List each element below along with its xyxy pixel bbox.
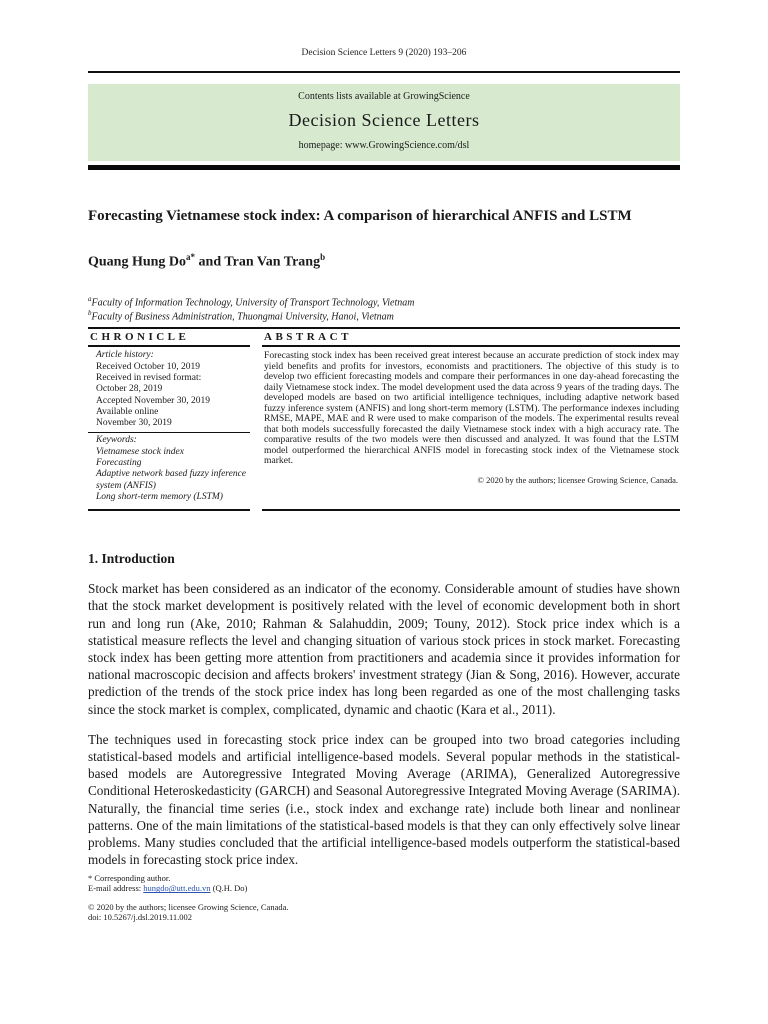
- keywords-block: [88, 432, 250, 503]
- introduction-paragraph-1: Stock market has been considered as an indicator of the economy. Considerable amount of studies have shown that the stock market development is positively related with the level of economic development both in short run and long run (Ake, 2010; Rahman & Salahuddin, 2009; Touny, 2012). Stock price index which is a statistical measure reflects the level and changing situation of various stock prices in stock market. Forecasting stock index has been getting more attention from practitioners and academia since it provides information for national macroscopic decision and affects brokers' investment strategy (Jian & Song, 2016). However, accurate prediction of the trends of the stock price index has long been regarded as one of the most challenging tasks since the stock market is complex, complicated, dynamic and chaotic (Kara et al., 2011).: [88, 581, 680, 717]
- history-line: Accepted November 30, 2019: [96, 395, 210, 406]
- email-link[interactable]: hungdo@utt.edu.vn: [143, 883, 211, 894]
- affiliations: [88, 294, 680, 324]
- footnotes: [88, 873, 680, 893]
- chronicle-column: [88, 329, 250, 511]
- chronicle-heading: CHRONICLE: [88, 329, 250, 347]
- article-history: [88, 347, 250, 429]
- masthead-bottom-bar: [88, 165, 680, 170]
- author-1: Quang Hung Do: [88, 254, 187, 270]
- article-history-label: Article history:: [96, 350, 154, 361]
- keyword: Long short-term memory (LSTM): [96, 491, 223, 502]
- email-line: [88, 883, 680, 893]
- footer-doi: doi: 10.5267/j.dsl.2019.11.002: [88, 912, 193, 923]
- footer-copyright: © 2020 by the authors; licensee Growing Science, Canada.: [88, 902, 289, 913]
- affiliation-a-mark: a: [88, 294, 92, 303]
- journal-reference: Decision Science Letters 9 (2020) 193–206: [301, 48, 467, 58]
- chronicle-abstract-box: [88, 327, 680, 511]
- email-suffix: (Q.H. Do): [210, 883, 248, 894]
- footer-copyright-block: [88, 902, 680, 922]
- authors-connector: and: [195, 254, 225, 270]
- keyword: Vietnamese stock index: [96, 446, 184, 457]
- history-line: Received October 10, 2019: [96, 361, 200, 372]
- affiliation-b: [88, 308, 680, 323]
- journal-name: Decision Science Letters: [288, 110, 480, 130]
- abstract-text: Forecasting stock index has been received great interest because an accurate prediction of stock index may yield benefits and profits for investors, economists and practitioners. The objective of this study is to develop two efficient forecasting models and compare their performances in one day-ahead forecasting the daily Vietnamese stock index. The model development used the data across 9 years of the trading days. The developed models are based on two artificial intelligence techniques, including adaptive network based fuzzy inference system (ANFIS) and long short-term memory (LSTM). The performance indexes including RMSE, MAPE, MAE and R were used to make comparison of the models. The experimental results reveal that both models successfully forecasted the daily Vietnamese stock index with a high accuracy rate. The comparative results of the two models were then discussed and analyzed. It was found that the LSTM model outperformed the hierarchical ANFIS model in forecasting stock index of the Vietnamese stock market.: [264, 350, 679, 467]
- abstract-copyright: © 2020 by the authors; licensee Growing Science, Canada.: [477, 474, 678, 485]
- corresponding-author-note: * Corresponding author.: [88, 873, 171, 884]
- author-2-affmark: b: [320, 252, 326, 262]
- affiliation-a: [88, 294, 680, 309]
- history-line: November 30, 2019: [96, 418, 172, 429]
- history-line: Available online: [96, 406, 159, 417]
- introduction-paragraph-2: The techniques used in forecasting stock price index can be grouped into two broad categories including statistical-based models and artificial intelligence-based models. Several popular methods in the statistical-based models are Autoregressive Integrated Moving Average (ARIMA), Generalized Autoregressive Conditional Heteroskedasticity (GARCH) and Seasonal Autoregressive Integrated Moving Average (SARIMA). Naturally, the financial time series (i.e., stock index and exchange rate) include both linear and nonlinear patterns. One of the main limitations of the statistical-based models is that they can only effectively solve linear problems. Many studies concluded that the artificial intelligence-based models outperform the statistical-based models in forecasting stock price index.: [88, 731, 680, 868]
- paper-title: Forecasting Vietnamese stock index: A comparison of hierarchical ANFIS and LSTM: [88, 208, 632, 224]
- journal-homepage: homepage: www.GrowingScience.com/dsl: [298, 140, 470, 151]
- keyword: Forecasting: [96, 457, 142, 468]
- history-line: Received in revised format:: [96, 372, 202, 383]
- introduction-heading: 1. Introduction: [88, 551, 175, 567]
- abstract-heading: ABSTRACT: [262, 329, 680, 347]
- keywords-label: Keywords:: [96, 435, 137, 446]
- affiliation-a-text: Faculty of Information Technology, University of Transport Technology, Vietnam: [91, 296, 415, 308]
- affiliation-b-text: Faculty of Business Administration, Thuongmai University, Hanoi, Vietnam: [91, 311, 394, 323]
- history-line: October 28, 2019: [96, 384, 163, 395]
- top-rule: [88, 71, 680, 73]
- journal-masthead: [88, 84, 680, 161]
- abstract-column: [262, 329, 680, 511]
- author-1-affmark: a*: [186, 252, 196, 262]
- keyword: Adaptive network based fuzzy inference system (ANFIS): [96, 469, 247, 491]
- affiliation-b-mark: b: [88, 309, 92, 318]
- contents-list-line: Contents lists available at GrowingScience: [298, 91, 470, 102]
- author-2: Tran Van Trang: [224, 254, 321, 270]
- authors-line: [88, 252, 680, 271]
- email-label: E-mail address:: [88, 883, 144, 894]
